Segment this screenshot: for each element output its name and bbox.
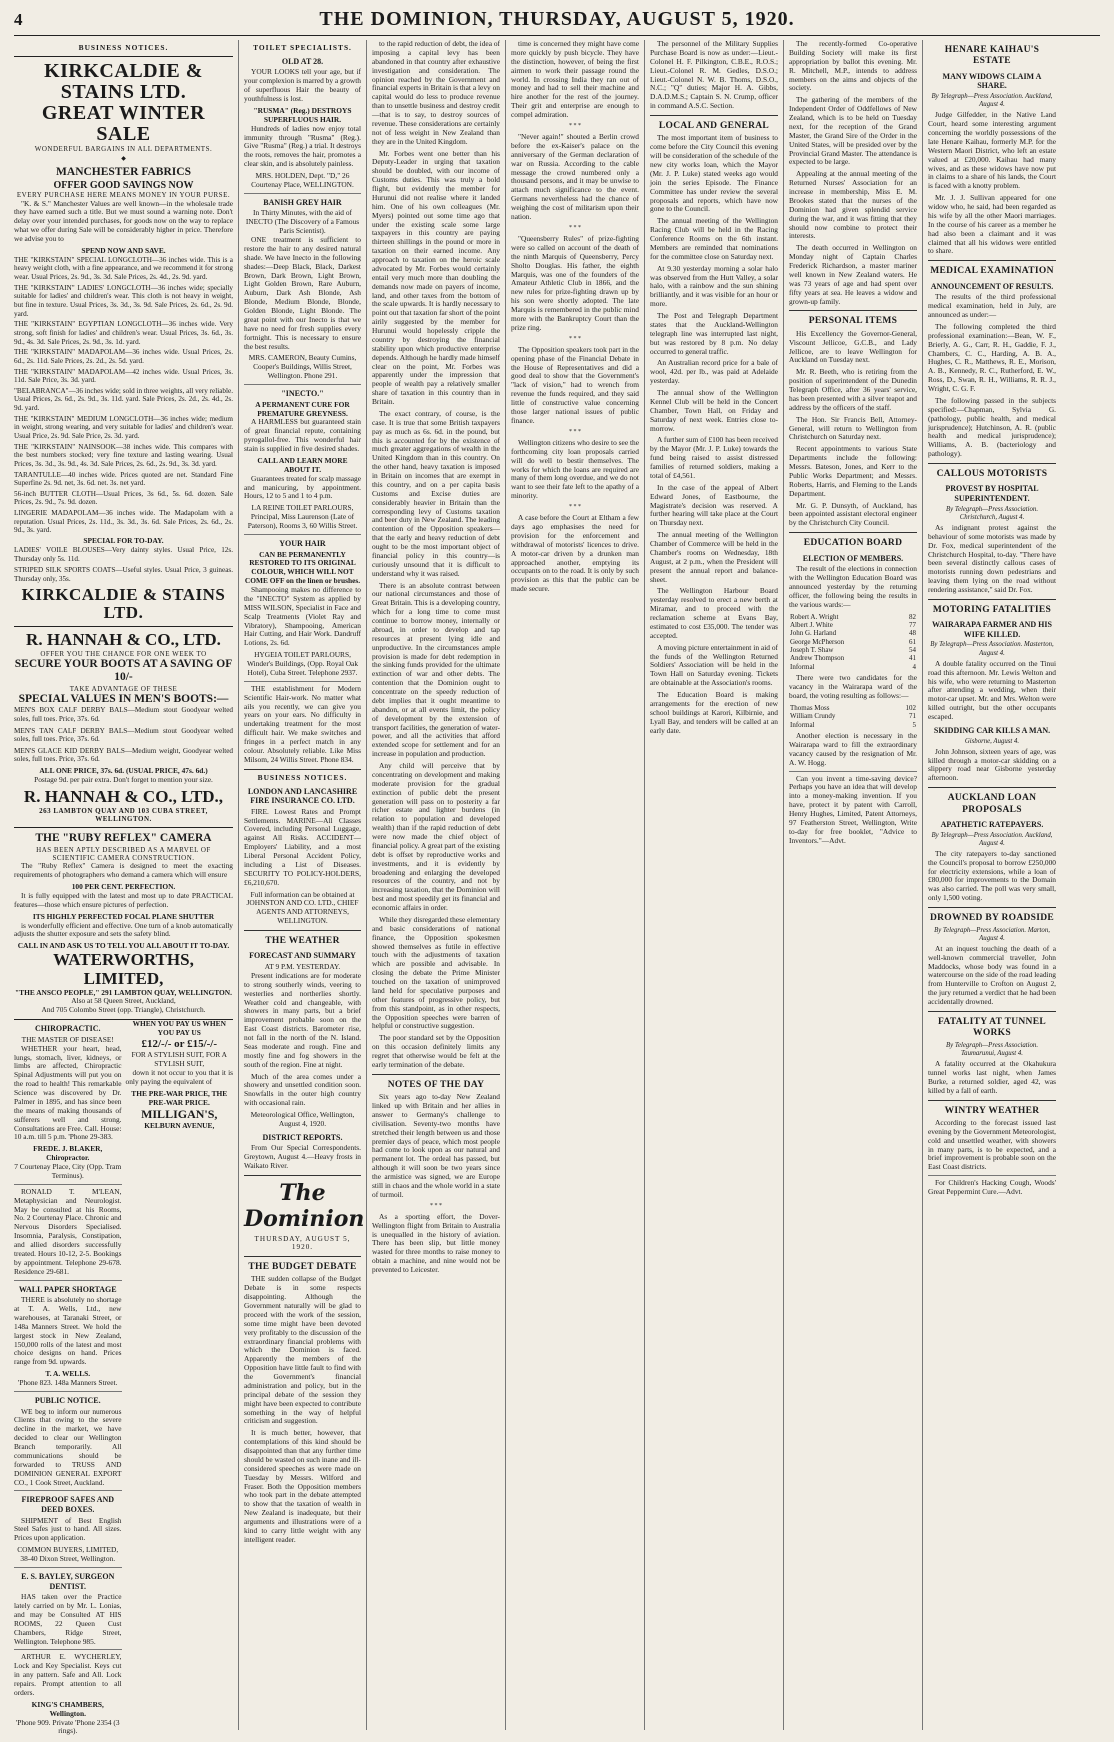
medical-para: The results of the third professional medical examination, held in July, are announced as under:— (928, 292, 1056, 320)
local-para: The annual show of the Wellington Kennel Club will be held in the Concert Chamber, Town Hall, on Friday and Saturday of next week. Entries close to-morrow. (650, 388, 778, 433)
hygeia-name: HYGEIA TOILET PARLOURS, Winder's Buildings, (Opp. Royal Oak Hotel), Cuba Street. Telephone 2937. (246, 650, 359, 677)
local-para: The Post and Telegraph Department states that the Auckland-Wellington telegraph line was interrupted last night, but was restored by 8 p.m. No delay occurred to general traffic. (650, 311, 778, 356)
intro-text: "K. & S." Manchester Values are well known—in the wholesale trade they have earned such a title. But we must sound a warning note. Don't delay over your intended purchases, for goods now on the way to replace what we offer during Sale will be considerably higher in price. Therefore we advise you to (14, 198, 233, 244)
auckland-byline: By Telegraph—Press Association. Auckland, August 4. (931, 831, 1053, 847)
ansco-also: Also at 58 Queen Street, Auckland, (71, 996, 176, 1006)
spend-now: SPEND NOW AND SAVE. (81, 245, 166, 255)
local-para: A moving picture entertainment in aid of the funds of the Wellington Returned Soldiers' Association will be held in the Town Hall on Saturday evening. Tickets are obtainable at the Association's rooms. (650, 642, 778, 688)
local-para: An Australian record price for a bale of wool, 42d. per lb., was paid at Adelaide yesterday. (650, 358, 778, 386)
fatalities-sub: WAIRARAPA FARMER AND HIS WIFE KILLED. (932, 620, 1052, 639)
election-heading: ELECTION OF MEMBERS. (802, 553, 904, 563)
chiropractic-subheading: THE MASTER OF DISEASE! (21, 1034, 114, 1044)
notes-para: "Queensberry Rules" of prize-fighting were so called on account of the death of the ninth Marquis of Queensberry, Percy Sholto Douglas. His father, the eighth Marquis, was one of the founders of the Amateur Athletic Club in 1866, and the new rules for prize-fighting drawn up by his son were shortly adopted. The late Marquis is remembered in the public mind more with the Bankruptcy Court than the prize ring. (511, 234, 639, 332)
personal-para: Mr. R. Beeth, who is retiring from the position of superintendent of the Dunedin Telegraph Office, after 36 years' service, has been presented with a silver teapot and address by the officers of the staff. (789, 367, 917, 412)
your-hair-heading: YOUR HAIR (279, 538, 326, 548)
hannah-secure: SECURE YOUR BOOTS AT A SAVING OF 10/- (14, 658, 233, 684)
vote-count: 71 (909, 712, 916, 721)
table-row (789, 712, 917, 720)
vote-count: 41 (909, 654, 916, 663)
your-hair-sub: CAN BE PERMANENTLY RESTORED TO ITS ORIGINAL COLOUR, WHICH WILL NOT COME OFF on the linen or brushes. (244, 549, 361, 586)
waterworths-title: WATERWORTHS, LIMITED, (53, 950, 194, 988)
drowned-body: At an inquest touching the death of a well-known commercial traveller, John Maddocks, whose body was found in a watercourse on the side of the road leading from Hunterville to Crofton on August 2, the jury returned a verdict that he had been accidentally drowned. (928, 943, 1056, 1007)
table-row (789, 663, 917, 671)
editorial-para: to the rapid reduction of debt, the idea of imposing a capital levy has been abandoned in that country after exhaustive investigation and consideration. The opinion reached by the Government and financial experts in Britain is that a levy on capital would do less to produce revenue than to unsettle business and destroy credit—that is to say, to destroy sources of revenue. These considerations are certainly not of less weight in New Zealand than they are in the United Kingdom. (372, 39, 500, 146)
list-item: THE "KIRKSTAIN" EGYPTIAN LONGCLOTH—36 inches wide. Very strong, soft finish for ladies' and children's wear. Usual Prices, 3s. 6d., 3s. 9d., 4s. 3d. Sale Prices, 2s. 9d., 3s. 1d. yard. (14, 320, 233, 346)
table-row (789, 704, 917, 712)
auckland-body: The city ratepayers to-day sanctioned the Council's proposal to borrow £250,000 for electricity extensions, while a loan of £80,000 for improvements to the Domain was also carried. The poll was very small, only 1,500 voting. (928, 848, 1056, 903)
offer-heading: OFFER GOOD SAVINGS NOW (53, 179, 194, 191)
forecast-heading: FORECAST AND SUMMARY (249, 951, 356, 961)
ruby-percent: 100 PER CENT. PERFECTION. (71, 882, 176, 892)
hannah-offer: OFFER YOU THE CHANCE FOR ONE WEEK TO (40, 649, 207, 658)
fatalities-byline: By Telegraph—Press Association. Masterton, August 4. (930, 641, 1054, 657)
vote-count: 48 (909, 629, 916, 638)
kirkcaldie-ad: KIRKCALDIE & STAINS LTD. GREAT WINTER SALE WONDERFUL BARGAINS IN ALL DEPARTMENTS. ◆ MANCHESTER FABRICS OFFER GOOD SAVINGS NOW EVERY PURCHASE HERE MEANS MONEY IN YOUR PURSE. "K. & S." Manchester Values are well known—in the wholesale trade they have earned such a title. But we must sound a warning note. Don't delay over your intended purchases, for goods now on the way to replace what we offer during Sale will be considerably higher in price. Therefore we advise you to SPEND NOW AND SAVE. THE "KIRKSTAIN" SPECIAL LONGCLOTH—36 inches wide. This is a heavy weight cloth, with a fine appearance, and we recommend it for strong wear. Usual Prices, 2s. 9d., 3s. 3d. Sale Prices, 2s. 4d., 2s. 9d. yard. THE "KIRKSTAIN" LADIES' LONGCLOTH—36 inches wide; specially suitable for ladies' and children's wear. This cloth is not heavy in weight, but fine in texture. Usual Prices, 3s. 3d., 3s. 9d. Sale Prices, 2s. 6d., 2s. 9d. yard. THE "KIRKSTAIN" EGYPTIAN LONGCLOTH—36 inches wide. Very strong, soft finish for ladies' and children's wear. Usual Prices, 3s. 6d., 3s. 9d., 4s. 3d. Sale Prices, 2s. 9d., 3s. 1d. yard. THE "KIRKSTAIN" MADAPOLAM—36 inches wide. Usual Prices, 2s. 6d., 2s. 11d. Sale Prices, 2s. 2d., 2s. 5d. yard. THE "KIRKSTAIN" MADAPOLAM—42 inches wide. Usual Prices, 3s. 11d. Sale Price, 3s. 3d. yard. "BELABRANCA"—36 inches wide; sold in three weights, all very reliable. Usual Prices, 2s. 6d., 2s. 9d., 3s. 11d. yard. Sale Prices, 2s. 2d., 2s. 4d., 2s. 9d. yard. THE "KIRKSTAIN" MEDIUM LONGCLOTH—36 inches wide; medium in weight, strong wearing, and very suitable for ladies' and children's wear. Usual Price, 2s. 9d. Sale Price, 2s. 3d. yard. THE "KIRKSTAIN" NAINSOOK—38 inches wide. This compares with the best numbers stocked; very fine texture and lasting wearing. Usual Prices, 3s. 3d., 3s. 9d., 4s. 3d. Sale Prices, 2s. 6d., 2s. 9d., 3s. 3d. yard. TARANTULLE—40 inches wide. Prices quoted are net. Standard Fine Superfine 2s. 9d. net, 3s. 6d. net. 3s. net yard. 56-inch BUTTER CLOTH—Usual Prices, 3s 6d., 5s. 6d. dozen. Sale Prices, 2s. 9d., 7s. 9d. dozen. LINGERIE MADAPOLAM—36 inches wide. The Madapolam with a reputation. Usual Prices, 2s. 11d., 3s. 3d., 3s. 6d. Sale Prices, 2s. 6d., 2s. 9d., 3s. yard. SPECIAL FOR TO-DAY. LADIES' VOILE BLOUSES—Very dainty styles. Usual Price, 12s. Thursday only 5s. 11d. STRIPED SILK SPORTS COATS—Useful styles. Usual Price, 3 guineas. Thursday only, 35s. KIRKCALDIE & STAINS LTD. (14, 56, 233, 627)
local-para: A further sum of £100 has been received by the Mayor (Mr. J. P. Luke) towards the fund being raised to assist distressed families of returned soldiers, making a total of £4,561. (650, 435, 778, 480)
medical-para: The following passed in the subjects specified:—Chapman, Sylvia G. (pathology, public health, and medical jurisprudence); Hutchinson, A. R. (public health and medical jurisprudence); Williams, A. B. (bacteriology and pathology). (928, 395, 1056, 459)
ruby-body-3: is wonderfully efficient and effective. One turn of a knob automatically adjusts the shutter exposure and sets the safety blind. (14, 920, 233, 939)
tunnel-byline: By Telegraph—Press Association. Taumarunui, August 4. (945, 1041, 1039, 1057)
old-body: YOUR LOOKS tell your age, but if your complexion is marred by a growth of superfluous Hair the beauty of youthfulness is lost. (244, 67, 361, 104)
chiropractic-body: WHETHER your heart, head, lungs, stomach, liver, kidneys, or limbs are affected, Chiropractic Spinal Adjustments will put you on the road to health! This remarkable Science was discovered by Dr. Palmer in 1895, and has since been the means of making thousands of sufferers well and strong. Consultations are Free. Call. House: 10 a.m. till 5 p.m. 'Phone 29-383. (14, 1043, 122, 1142)
london-address: Full information can be obtained at JOHNSTON AND CO. LTD., CHIEF AGENTS AND ATTORNEYS, WELLINGTON. (246, 889, 359, 926)
banish-body: ONE treatment is sufficient to restore the hair to any desired natural shade. We have Inecto in the following shades:—Deep Black, Black, Darkest Brown, Dark Brown, Light Brown, Light Golden Brown, Rare Auburn, Auburn, Dark Ash Blonde, Ash Blonde, Medium Blonde, Blonde, Golden Blonde, Light Blonde. The great point with our Inecto is that we have no need for fresh supplies every fortnight. This is necessary to ensure the best results. (244, 235, 361, 351)
fatalities-heading: MOTORING FATALITIES (932, 604, 1052, 615)
patent-ad: Can you invent a time-saving device? Perhaps you have an idea that will develop into a money-making invention. If you have, protect it by patent with Carroll, Henry Hughes, Limited, Patent Attorneys, 97 Featherston Street, Wellington, Write to-day for free booklet, "Advice to Inventors."—Advt. (789, 773, 917, 845)
auckland-sub: APATHETIC RATEPAYERS. (940, 819, 1044, 829)
fatalities-body: A double fatality occurred on the Tinui road this afternoon. Mr. Lewis Welton and his wife, who were returning to Masterton after attending a wedding, when their motor-car upset. Mr. and Mrs. Welton were killed outright, but the other occupants escaped. (928, 658, 1056, 722)
notes-para: A case before the Court at Eltham a few days ago emphasises the need for provision for the enforcement and withdrawal of motorists' licences to drive. A motor-car driven by a drunken man approached another, emptying its occupants on to the road. It is only by such provision as this that the public can be made secure. (511, 513, 639, 594)
chiropractic-name: FREDE. J. BLAKER, Chiropractor. (33, 1144, 103, 1163)
list-item: THE "KIRKSTAIN" MEDIUM LONGCLOTH—36 inches wide; medium in weight, strong wearing, and very suitable for ladies' and children's wear. Usual Price, 2s. 9d. Sale Price, 2s. 3d. yard. (14, 414, 233, 440)
callous-byline: By Telegraph—Press Association. Christchurch, August 4. (945, 505, 1039, 521)
rusma-body: Hundreds of ladies now enjoy total immunity through "Rusma" (Reg.). Give "Rusma" (Reg.) a trial. It destroys the roots, removes the hair, promotes a clear skin, and is absolutely painless. (244, 123, 361, 169)
milligans-style: FOR A STYLISH SUIT, FOR A STYLISH SUIT, (131, 1050, 228, 1069)
vote-count: 54 (909, 646, 916, 655)
table-row (789, 638, 917, 646)
salon-name: LA REINE TOILET PARLOURS, Principal, Miss Laurenson (Late of Paterson), Rooms 3, 60 Willis Street. (247, 503, 358, 531)
wells-name: T. A. WELLS. (45, 1369, 91, 1379)
editorial-para: There is an absolute contrast between our national circumstances and those of Great Britain. This is a developing country, which for a long time to come must continue to borrow money, internally or abroad, in order to develop and tap resources at present lying idle and unproductive. In the circumstances ample provision is made for debt redemption in the sinking funds provided for the ultimate extinction of war and other debts. The contention that the Dominion ought to concentrate on the speedy reduction of debt implies that it ought meantime to abandon, or at all events limit, the policy of development by the extension of transport facilities, the generation of water-power, and all the activities that afford extended scope for settlement and for an increase in population and production. (372, 580, 500, 759)
candidate-name: Informal (790, 662, 815, 671)
list-item: TARANTULLE—40 inches wide. Prices quoted are net. Standard Fine Superfine 2s. 9d. net, 3s. 6d. net. 3s. net yard. (14, 470, 233, 488)
drowned-byline: By Telegraph—Press Association. Marton, August 4. (934, 926, 1050, 942)
rusma-name: MRS. HOLDEN, Dept. "D," 26 Courtenay Place, WELLINGTON. (251, 171, 354, 189)
estate-byline: By Telegraph—Press Association. Auckland, August 4. (931, 92, 1053, 109)
drowned-heading: DROWNED BY ROADSIDE (929, 913, 1055, 924)
small-ads (14, 1020, 233, 1736)
table-row (789, 613, 917, 621)
medical-sub: ANNOUNCEMENT OF RESULTS. (930, 281, 1054, 291)
list-item: "BELABRANCA"—36 inches wide; sold in three weights, all very reliable. Usual Prices, 2s. 6d., 2s. 9d., 3s. 11d. yard. Sale Prices, 2s. 2d., 2s. 4d., 2s. 9d. yard. (14, 386, 233, 413)
medical-para: The following completed the third professional examination:—Bean, W. F., Brierly, A. G., Carr, R. H., Gaddie, F. J., Chambers, C. C., Harding, A. B. A., Hughes, C. R., Matthews, R. E., Morison, A. B., Kennedy, R. C., Rutherford, E. W., Ross, D., Swan, R. H., Williams, R. R. J., Wright, C. G. F. (928, 321, 1056, 394)
education-heading: EDUCATION BOARD (803, 538, 903, 549)
editorial-para: The exact contrary, of course, is the case. It is true that some British taxpayers pay as much as 6s. 6d. in the pound, but this is accounted for by the existence of much greater aggregations of wealth in the United Kingdom than in this country. On the other hand, heavy taxation is imposed in Britain on incomes that are exempt in this country, and on a per capita basis Customs and Excise duties are considerably heavier in Britain than the corresponding levy of Customs taxation and beer duty in New Zealand. The leading contention of the Opposition speakers—that the early and heavy reduction of debt ought to be the most important object of financial policy in this country—is curiously unsound that it is difficult to understand why it was raised. (372, 408, 500, 578)
personal-heading: PERSONAL ITEMS (808, 316, 898, 327)
public-notice-heading: PUBLIC NOTICE. (34, 1395, 101, 1405)
candidate-name: Informal (790, 720, 815, 729)
callous-body: As indignant protest against the behaviour of some motorists was made by Dr. Fox, medical superintendent of the Christchurch Hospital, to-day. "There have been several distinctly callous cases of motorists running down pedestrians and leaving them lying on the road without rendering assistance," said Dr. Fox. (928, 522, 1056, 595)
arthur-ad: ARTHUR E. WYCHERLEY, Lock and Key Specialist. Keys cut in any pattern. Safe and All. Lock repairs. Prompt attention to all orders. (14, 1652, 122, 1697)
section-heading: TOILET SPECIALISTS. (253, 43, 352, 52)
milligans-name: MILLIGAN'S, (141, 1107, 218, 1122)
budget-para: It is much better, however, that contemplations of this kind should be disappointed than that any further time should be wasted on such inane and ill-considered speeches as were made on Tuesday by Messrs. Wilford and Fraser. Both the Opposition members who took part in the debate attempted to show that the taxation of wealth in New Zealand is inadequate, but their arguments and illustrations were of a kind to carry little weight with any intelligent reader. (244, 1428, 361, 1544)
ansco-colombo: And 705 Colombo Street (opp. Triangle), Christchurch. (41, 1005, 206, 1015)
kirkcaldie-footer: KIRKCALDIE & STAINS LTD. (21, 585, 226, 623)
milligans-pay: WHEN YOU PAY US WHEN YOU PAY US (132, 1019, 226, 1038)
old-heading: OLD AT 28. (281, 56, 324, 66)
candidate-name: Joseph T. Shaw (790, 646, 834, 655)
estate-para: Judge Gilfedder, in the Native Land Court, heard some interesting argument concerning the worldly possessions of the late Henare Kaihau, formerly M.P. for the Western Maori District, who left an estate valued at £20,000. Kaihau had many wives, and as these widows have now put in claims to a share of his lands, the Court is faced with a knotty problem. (928, 110, 1056, 191)
newspaper-title: THE DOMINION, THURSDAY, AUGUST 5, 1920. (319, 8, 795, 30)
dominion-nameplate: The Dominion (244, 1180, 365, 1233)
list-item: THE "KIRKSTAIN" SPECIAL LONGCLOTH—36 inches wide. This is a heavy weight cloth, with a fine appearance, and we recommend it for strong wear. Usual Prices, 2s. 9d., 3s. 3d. Sale Prices, 2s. 4d., 2s. 9d. yard. (14, 255, 233, 282)
sale-tagline: WONDERFUL BARGAINS IN ALL DEPARTMENTS. (34, 144, 213, 153)
table-row (789, 646, 917, 654)
kings-chambers: KING'S CHAMBERS, Wellington. (31, 1699, 104, 1718)
notes-para: "Never again!" shouted a Berlin crowd before the ex-Kaiser's palace on the anniversary of the German declaration of war on Russia. According to the cable message the crowd numbered only a thousand persons, and it may be unwise to attach much significance to the event. Germans nevertheless had the chance of weighing the cost of militarism upon their nation. (511, 132, 639, 221)
election-body: The result of the elections in connection with the Wellington Education Board was announced yesterday by the returning officer, the following being the results in the various wards:— (789, 564, 917, 609)
page-number: 4 (14, 9, 23, 29)
personal-para: Recent appointments to various State Departments include the following: Messrs. Bateson, Jones, and Kerr to the Public Works Department; and Messrs. Roberts, Harris, and Fleming to the Lands Department. (789, 444, 917, 498)
notes-para: As a sporting effort, the Dover-Wellington flight from Britain to Australia is unequalled in the history of aviation. There has been slip, but little money wasted for three months to raise money to obtain a machine, and nine would not be prevented to Leicester. (372, 1211, 500, 1275)
callous-heading: CALLOUS MOTORISTS (936, 469, 1048, 480)
column-local-general (644, 40, 783, 1730)
callous-sub: PROVEST BY HOSPITAL SUPERINTENDENT. (945, 484, 1039, 503)
local-para: The annual meeting of the Wellington Racing Club will be held in the Racing Conference Rooms on the 6th instant. Members are reminded that nominations for the committee close on Saturday next. (650, 216, 778, 261)
candidate-name: George McPherson (790, 637, 845, 646)
notes-heading: NOTES OF THE DAY (387, 1079, 485, 1090)
wintry-body: According to the forecast issued last evening by the Government Meteorologist, cold and unsettled weather, with showers in many parts, is to be expected, and a brief improvement is probable soon on the East Coast districts. (928, 1117, 1056, 1172)
weather-more: Much of the area comes under a showery and unsettled condition soon. Snowfalls in the outer high country with occasional rain. (244, 1071, 361, 1108)
weather-time: AT 9 P.M. YESTERDAY. (264, 962, 341, 972)
milligans-price: £12/-/- or £15/-/- (141, 1037, 218, 1050)
editorial-para: The poor standard set by the Opposition on this occasion definitely limits any regret that otherwise would be felt at the early termination of the debate. (372, 1033, 500, 1069)
column-advertisements (14, 40, 238, 1736)
estate-heading: HENARE KAIHAU'S ESTATE (944, 45, 1040, 67)
masthead (14, 8, 1100, 36)
notes-para: Six years ago to-day New Zealand linked up with Britain and her allies in answer to Germany's challenge to civilisation. Seventy-two months have stretched their length between us and those premier days of peace, which most people had come to look upon as our natural and permanent lot. The ordeal has passed, but although it will soon be two years since the armistice was signed, we are Europe still in chaos and the whole world in a state of turmoil. (372, 1092, 500, 1199)
list-item: 56-inch BUTTER CLOTH—Usual Prices, 3s 6d., 5s. 6d. dozen. Sale Prices, 2s. 9d., 7s. 9d. dozen. (14, 489, 233, 507)
weather-heading: THE WEATHER (265, 936, 340, 947)
inecto-sub: A PERMANENT CURE FOR PREMATURE GREYNESS. (255, 399, 350, 418)
vote-count: 77 (909, 620, 916, 629)
results-note: There were two candidates for the vacancy in the Wairarapa ward of the board, the voting resulting as follows:— (789, 673, 917, 700)
hannah-advance: TAKE ADVANTAGE OF THESE (69, 684, 178, 693)
public-notice-body: WE beg to inform our numerous Clients that owing to the severe decline in the market, we have decided to clear our Wellington Branch temporarily. All communications should be forwarded to TRUSS AND DOMINION GENERAL EXPORT CO., 1 Cook Street, Auckland. (14, 1406, 122, 1487)
vote-count: 61 (909, 637, 916, 646)
columns (14, 39, 1100, 1736)
personal-para: His Excellency the Governor-General, Viscount Jellicoe, G.C.B., and Lady Jellicoe, are to leave Wellington for Auckland on Tuesday next. (789, 328, 917, 365)
column-notes: time is concerned they might have come more quickly by push bicycle. They have the distinction, however, of being the first airmen to work their passage round the world. In crossing India they ran out of money and had to sell their machine and hire another for the rest of the journey. Their grit and enterprise are enough to compel admiration. * * * "Never again!" shouted a Berlin crowd before the ex-Kaiser's palace on the anniversary of the German declaration of war on Russia. According to the cable message the crowd numbered only a thousand persons, and it may be unwise to attach much significance to the event. Germans nevertheless had the chance of weighing the cost of militarism upon their nation. * * * "Queensberry Rules" of prize-fighting were so called on account of the death of the ninth Marquis of Queensberry, Percy Sholto Douglas. His father, the eighth Marquis, was one of the founders of the Amateur Athletic Club in 1866, and the new rules for prize-fighting drawn up by his son were shortly adopted. The late Marquis is remembered in the public mind more with the Bankruptcy Court than the prize ring. * * * The Opposition speakers took part in the opening phase of the Financial Debate in the House of Representatives and did a good deal to show that the Government's "lack of vision," had to wrench from revenue the funds required, and they said little of constructive value concerning those larger national issues of public finance. * * * Wellington citizens who desire to see the forthcoming city loan proposals carried will do well to bestir themselves. The works for which the loans are required are many of them long overdue, and we do not want to see their fate left to the apathy of a minority. * * * A case before the Court at Eltham a few days ago emphasises the need for provision for the enforcement and withdrawal of motorists' licences to drive. A motor-car driven by a drunken man approached another, emptying its occupants on to the road. It is only by such provision as this that the public can be made secure. (505, 40, 644, 1730)
table-row (789, 721, 917, 729)
personal-para: Mr. G. P. Dunsyth, of Auckland, has been appointed assistant electoral engineer by the Christchurch City Council. (789, 500, 917, 528)
candidate-name: Robert A. Wright (790, 612, 839, 621)
all-one-price: ALL ONE PRICE, 37s. 6d. (USUAL PRICE, 47s. 6d.) (39, 766, 208, 776)
postage-note: Postage 9d. per pair extra. Don't forget to mention your size. (34, 775, 213, 784)
local-para: At 9.30 yesterday morning a solar halo was observed from the Hutt Valley, a solar halo, with a rainbow and the sun shining brilliantly, and it was visible for an hour or more. (650, 263, 778, 309)
inecto-body: A HARMLESS but guaranteed stain of great financial repute, containing pyrogallol-free. This wonderful hair stain is supplied in five desired shades. (244, 417, 361, 454)
wallpaper-body: THERE is absolutely no shortage at T. A. Wells, Ltd., new warehouses, at Taranaki Street, or 148a Manners Street. We hold the largest stock in New Zealand, 150,000 rolls of the latest and most choice designs on hand. Prices range from 9d. upwards. (14, 1295, 122, 1367)
budget-para: THE sudden collapse of the Budget Debate is in some respects disappointing. Although the Government naturally will be glad to proceed with the work of the session, some time might have been devoted very profitably to the discussion of the extraordinary financial problems with which the Dominion is faced. Apparently the members of the Opposition have little fault to find with the Government's financial administration and policy, but in the principal debate of the session they might have been expected to contribute something in the way of helpful criticism and suggestion. (244, 1274, 361, 1426)
banish-heading: BANISH GREY HAIR (263, 197, 342, 207)
election-tail: Another election is necessary in the Wairarapa ward to fill the extraordinary vacancy caused by the resignation of Mr. A. W. Hogg. (789, 731, 917, 767)
list-item: THE "KIRKSTAIN" NAINSOOK—38 inches wide. This compares with the best numbers stocked; very fine texture and lasting wearing. Usual Prices, 3s. 3d., 3s. 9d., 4s. 3d. Sale Prices, 2s. 6d., 2s. 9d., 3s. 3d. yard. (14, 442, 233, 468)
tunnel-body: A fatality occurred at the Okahukura tunnel works last night, when James Burke, a returned soldier, aged 42, was killed by a fall of earth. (928, 1059, 1056, 1095)
section-heading: BUSINESS NOTICES. (78, 43, 169, 52)
fireproof-body: SHIPMENT of Best English Steel Safes just to hand. All sizes. Prices upon application. (14, 1515, 122, 1543)
estate-para: Mr. J. J. Sullivan appeared for one widow who, he said, had been regarded as his wife by all the other Maori marriages. In the course of his career as a member he had also been a claimant and it was claimed that all his widows were entitled to share. (928, 193, 1056, 256)
list-item: STRIPED SILK SPORTS COATS—Useful styles. Usual Price, 3 guineas. Thursday only, 35s. (14, 566, 233, 583)
list-item: THE "KIRKSTAIN" MADAPOLAM—36 inches wide. Usual Prices, 2s. 6d., 2s. 11d. Sale Prices, 2s. 2d., 2s. 5d. yard. (14, 348, 233, 365)
local-para: In the case of the appeal of Albert Edward Jones, of Eastbourne, the Magistrate's decision was reserved. A further hearing will take place at the Court on Thursday next. (650, 482, 778, 528)
candidate-name: Thomas Moss (790, 703, 830, 712)
ruby-reflex-ad (14, 828, 233, 1020)
editorial-para: Mr. Forbes went one better than his Deputy-Leader in urging that taxation should be doubled, with our income of Customs duties. This was truly a bold flight, but evidently the member for Hurunui did not realise where it landed him. One of his own colleagues (Mr. Myers) pointed out some time ago that under the existing scale some large taxpayers in this country are paying thirteen shillings in the pound or more in taxation on their earned income. Any approach to taxation on the heroic scale advocated by Mr. Forbes would certainly entail very much more than doubling the demands now made on payers of income, land, and other taxes from the bottom of the scale upwards. It is hardly necessary to point out that taxation far short of the point airily suggested by the member for Hurunui would hopelessly cripple the country by destroying the financial stability upon which productive enterprise depends. Although he hardly made himself clear on the point, Mr. Forbes was apparently under the impression that people of wealth pay a relatively smaller share of taxation in this country than in Britain. (372, 148, 500, 406)
military-board: The personnel of the Military Supplies Purchase Board is now as under:—Lieut.-Colonel H. F. Pilkington, C.B.E., R.O.S.; Lieut.-Colonel R. M. Gedles, D.S.O.; Lieut.-Colonel N. W. B. Thoms, D.S.O., N.C.; "Q" duties; Major H. A. Gibbs, D.A.D.M.S.; Captain S. N. Crump, officer in command A.S.C. Section. (650, 39, 778, 111)
inecto-heading: "INECTO." (281, 389, 324, 399)
ruby-body: The "Ruby Reflex" Camera is designed to meet the exacting requirements of photographers who demand a camera which will ensure (14, 861, 233, 880)
list-item: THE "KIRKSTAIN" LADIES' LONGCLOTH—36 inches wide; specially suitable for ladies' and children's wear. This cloth is not heavy in weight, but fine in texture. Usual Prices, 3s. 3d., 3s. 9d. Sale Prices, 2s. 6d., 2s. 9d. yard. (14, 283, 233, 318)
kirkcaldie-title: KIRKCALDIE & STAINS LTD. (44, 59, 203, 103)
vote-count: 102 (905, 703, 916, 712)
your-hair-body: Shampooing makes no difference to the "INECTO" System as applied by MISS WILSON, Specialist in Face and Scalp Treatments (Violet Ray and Vibratory), Shampooing, American Hair Cutting, and Hair Work. Dandruff Lotions, 2s. 6d. (244, 585, 361, 648)
every-purchase: EVERY PURCHASE HERE MEANS MONEY IN YOUR PURSE. (16, 191, 231, 200)
hannah-address: 263 LAMBTON QUAY AND 103 CUBA STREET, WELLINGTON. (39, 806, 208, 823)
candidate-name: William Crundy (790, 712, 836, 721)
chiropractic-heading: CHIROPRACTIC. (34, 1024, 101, 1034)
column-telegrams (922, 40, 1061, 1730)
building-society: The recently-formed Co-operative Building Society will make its first appropriation by ballot this evening. Mr. R. Mitchell, M.P., intends to address members on the aims and objects of the society. (789, 39, 917, 93)
list-item: MEN'S TAN CALF DERBY BALS—Medium stout Goodyear welted soles, full toes. Price, 37s. 6d. (14, 726, 233, 744)
wintry-heading: WINTRY WEATHER (944, 1105, 1040, 1116)
local-para: The Education Board is making arrangements for the erection of new school buildings at Karori, Kilbirnie, and Lyall Bay, and tenders will be called at an early date. (650, 690, 778, 735)
general-para: The gathering of the members of the Independent Order of Oddfellows of New Zealand, which is to be held on Tuesday next, for the reception of the Grand Master, the Grand Sire of the Order in the United States, will be presided over by the Provincial Grand Master. The attendance is expected to be large. (789, 95, 917, 167)
manchester-heading: MANCHESTER FABRICS (56, 166, 191, 179)
column-editorial: to the rapid reduction of debt, the idea of imposing a capital levy has been abandoned in that country after exhaustive investigation and consideration. The opinion reached by the Government and financial experts in Britain is that a levy on capital would do less to produce revenue than to unsettle business and destroy credit—that is to say, to destroy sources of revenue. These considerations are certainly not of less weight in New Zealand than they are in the United Kingdom. Mr. Forbes went one better than his Deputy-Leader in urging that taxation should be doubled, with our income of Customs duties. This was truly a bold flight, but evidently the member for Hurunui did not realise where it landed him. One of his own colleagues (Mr. Myers) pointed out some time ago that under the existing scale some large taxpayers in this country are paying thirteen shillings in the pound or more in taxation on their earned income. Any approach to taxation on the heroic scale advocated by Mr. Forbes would certainly entail very much more than doubling the demands now made on payers of income, land, and other taxes from the bottom of the scale upwards. It is hardly necessary to point out that taxation far short of the point airily suggested by the member for Hurunui would hopelessly cripple the country by destroying the financial stability upon which productive enterprise depends. Although he hardly made himself clear on the point, Mr. Forbes was apparently under the impression that people of wealth pay a relatively smaller share of taxation in this country than in Britain. The exact contrary, of course, is the case. It is true that some British taxpayers pay as much as 6s. 6d. in the pound, but this is accounted for by the existence of much greater aggregations of wealth in the United Kingdom than in this country. On the other hand, heavy taxation is imposed in Britain on incomes that are exempt in this country, and on a per capita basis Customs and Excise duties are considerably heavier in Britain than the corresponding levy of Customs taxation and beer duty in New Zealand. The leading contention of the Opposition speakers—that the early and heavy reduction of debt ought to be the most important object of financial policy in this country—is curiously unsound that it is difficult to understand why it was raised. There is an absolute contrast between our national circumstances and those of Great Britain. This is a developing country, which for a long time to come must continue to borrow money, internally or abroad, in order to develop and tap resources at present lying idle and unproductive. In the circumstances ample provision is made for debt redemption in the sinking funds provided for the ultimate extinction of war and other debts. The contention that the Dominion ought to concentrate on the speedy reduction of debt implies that it ought meantime to abandon, or at all events limit, the policy of development by the extension of transport facilities, the generation of water-power, and all the activities that afford extended scope for settlement and for an increase in population and production. Any child will perceive that by concentrating on development and making moderate provision for the gradual extinction of public debt the present generation will pass on to posterity a far richer estate and lighter burdens (in relation to population and developed wealth) than if the rapid reduction of debt were now made the chief object of financial policy. A great part of the existing debt is offset by reproductive works and investments, and it is evidently by broadening and enlarging the developed resources of the country, and not by increasing taxation, that the Dominion will best and most speedily get its financial and economic affairs in order. While they disregarded these elementary and basic considerations of national finance, the Opposition spokesmen showed themselves as futile in effective touch with the adjustments of taxation which are possible and advisable. In closing the debate the Prime Minister touched on the taxation of unimproved land held for speculative purposes and other features of progressive policy, but from this standpoint, as in other respects, the Opposition speeches were barren of helpful or constructive suggestion. The poor standard set by the Opposition on this occasion definitely limits any regret that otherwise would be felt at the early termination of the debate. NOTES OF THE DAY Six years ago to-day New Zealand linked up with Britain and her allies in answer to Germany's challenge to civilisation. Seventy-two months have stretched their length between us and those premier days of peace, which most people had come to look upon as our natural and permanent lot. The ordeal has passed, but although it will soon be two years since the armistice was signed, we are Europe still in chaos and the whole world in a state of turmoil. * * * As a sporting effort, the Dover-Wellington flight from Britain to Australia is unequalled in the history of aviation. There has been slip, but little money wasted for three months to raise money to obtain a machine, and nine would not be prevented to Leicester. (366, 40, 505, 1730)
district-sub: From Our Special Correspondents. Greytown, August 4.—Heavy frosts in Waikato River. (244, 1143, 361, 1171)
rusma-heading: "RUSMA" (Reg.) DESTROYS SUPERFLUOUS HAIR. (253, 105, 352, 124)
medical-heading: MEDICAL EXAMINATION (930, 266, 1054, 277)
ruby-subtitle: HAS BEEN APTLY DESCRIBED AS A MARVEL OF SCIENTIFIC CAMERA CONSTRUCTION. (36, 845, 211, 862)
auckland-heading: AUCKLAND LOAN PROPOSALS (947, 793, 1037, 815)
fabric-list (14, 256, 233, 535)
personal-para: The Hon. Sir Francis Bell, Attorney-General, will return to Wellington from Christchurch on Saturday next. (789, 414, 917, 442)
list-item: MEN'S BOX CALF DERBY BALS—Medium stout Goodyear welted soles, full toes. Price, 37s. 6d. (14, 706, 233, 723)
local-para: The annual meeting of the Wellington Chamber of Commerce will be held in the Chamber's rooms on Wednesday, 18th August, at 2 p.m., when the President will present the annual report and balance-sheet. (650, 530, 778, 584)
london-heading: LONDON AND LANCASHIRE FIRE INSURANCE CO. LTD. (247, 786, 358, 806)
general-para: The death occurred in Wellington on Monday night of Captain Charles Frederick Richardson, a master mariner well known in New Zealand waters. He was 73 years of age and had spent over fifty years at sea. He leaves a widow and grown-up family. (789, 243, 917, 306)
banish-name: MRS. CAMERON, Beauty Cumins, Cooper's Buildings, Willis Street, Wellington. Phone 291. (248, 353, 357, 381)
bayley-body: HAS taken over the Practice lately carried on by Mr. L. Lonias, and may be Consulted AT HIS ROOMS, 22 Queen Cust Chambers, Ridge Street, Wellington. Telephone 985. (14, 1592, 122, 1646)
meteorological-office: Meteorological Office, Wellington, August 4, 1920. (250, 1110, 355, 1128)
table-row (789, 654, 917, 662)
banish-sub: In Thirty Minutes, with the aid of INECTO (The Discovery of a Famous Paris Scientist). (245, 208, 360, 236)
list-item: THE "KIRKSTAIN" MADAPOLAM—42 inches wide. Usual Prices, 3s. 11d. Sale Price, 3s. 3d. yard. (14, 367, 233, 385)
wells-address: 'Phone 823. 148a Manners Street. (18, 1378, 118, 1388)
skidding-heading: SKIDDING CAR KILLS A MAN. (933, 725, 1051, 735)
candidate-name: Albert J. White (790, 620, 833, 629)
business-heading: BUSINESS NOTICES. (257, 772, 348, 782)
tunnel-heading: FATALITY AT TUNNEL WORKS (938, 1016, 1046, 1039)
fireproof-heading: FIREPROOF SAFES AND DEED BOXES. (21, 1495, 115, 1514)
candidate-name: John G. Harland (790, 629, 837, 638)
hannah-title: R. HANNAH & CO., LTD. (26, 630, 221, 650)
vote-count: 4 (912, 662, 916, 671)
election-results (789, 613, 917, 672)
candidate-name: Andrew Thompson (790, 654, 845, 663)
skidding-body: John Johnson, sixteen years of age, was killed through a motor-car skidding on a slippery road near Gisborne yesterday afternoon. (928, 746, 1056, 783)
kings-phone: 'Phone 909. Private 'Phone 2354 (3 rings). (15, 1717, 120, 1736)
milligans-prewar: THE PRE-WAR PRICE, THE PRE-WAR PRICE. (131, 1088, 228, 1107)
vote-count: 82 (909, 612, 916, 621)
table-row (789, 629, 917, 637)
milligans-note: down it not occur to you that it is only paying the equivalent of (125, 1067, 233, 1086)
list-item: LINGERIE MADAPOLAM—36 inches wide. The Madapolam with a reputation. Usual Prices, 2s. 11d., 3s. 3d., 3s. 6d. Sale Prices, 2s. 6d., 2s. 9d., 3s. yard. (14, 509, 233, 535)
election-results-2 (789, 704, 917, 729)
fireproof-company: COMMON BUYERS, LIMITED, 38-40 Dixon Street, Wellington. (17, 1545, 119, 1564)
dateline: THURSDAY, AUGUST 5, 1920. (254, 1234, 351, 1252)
wallpaper-heading: WALL PAPER SHORTAGE (18, 1284, 117, 1294)
ansco-people: "THE ANSCO PEOPLE," 291 LAMBTON QUAY, WELLINGTON. (15, 987, 232, 997)
ruby-call: CALL IN AND ASK US TO TELL YOU ALL ABOUT IT TO-DAY. (17, 941, 230, 951)
establishment-ad: THE establishment for Modern Scientific Hair-work. No matter what ails you recently, we can give you years on your ears. No difficulty in undertaking treatment for the most difficult hair. We make switches and fringes in a perfect match in any colour. Absolutely reliable. Like Miss Milsom, 24 Willis Street. Phone 834. (244, 683, 361, 764)
skidding-byline: Gisborne, August 4. (964, 737, 1020, 745)
vote-count: 5 (912, 720, 916, 729)
local-para: The Wellington Harbour Board yesterday resolved to erect a new berth at Miramar, and to proceed with the reclamation scheme at Evans Bay, estimated to cost £35,000. The tender was accepted. (650, 586, 778, 640)
call-body: Guarantees treated for scalp massage and manicuring, by appointment. Hours, 12 to 5 and 1 to 4 p.m. (244, 473, 361, 501)
table-row (789, 621, 917, 629)
hannah-title-2: R. HANNAH & CO., LTD., (23, 786, 224, 806)
list-item: MEN'S GLACE KID DERBY BALS—Medium weight, Goodyear welted soles, full toes. Price, 37s. 6d. (14, 746, 233, 764)
notes-para: time is concerned they might have come more quickly by push bicycle. They have the distinction, however, of being the first airmen to work their passage round the world. In crossing India they ran out of money and had to sell their machine and hire another for the rest of the journey. Their grit and enterprise are enough to compel admiration. (511, 39, 639, 119)
hannah-ad (14, 627, 233, 828)
call-heading: CALL AND LEARN MORE ABOUT IT. (257, 455, 348, 474)
ronald-ad: RONALD T. M'LEAN, Metaphysician and Neurologist. May be consulted at his Rooms, No. 2 Courtenay Place. Chronic and Nervous Disorders Specialised. Insomnia, Paralysis, Constipation, and allied disorders successfully treated. Hours 10-12, 2-5. Bookings by appointment. Telephone 29-678. Residence 29-681. (14, 1186, 122, 1276)
special-today: SPECIAL FOR TO-DAY. (83, 536, 164, 546)
ruby-shutter: ITS HIGHLY PERFECTED FOCAL PLANE SHUTTER (32, 911, 215, 921)
column-personal (783, 40, 922, 1730)
district-heading: DISTRICT REPORTS. (262, 1132, 343, 1142)
local-heading: LOCAL AND GENERAL (658, 121, 770, 131)
list-item: LADIES' VOILE BLOUSES—Very dainty styles. Usual Price, 12s. Thursday only 5s. 11d. (14, 545, 233, 563)
notes-para: Wellington citizens who desire to see the forthcoming city loan proposals carried will do well to bestir themselves. The works for which the loans are required are many of them long overdue, and we do not want to see their fate left to the apathy of a minority. (511, 437, 639, 501)
budget-heading: THE BUDGET DEBATE (248, 1262, 357, 1273)
editorial-para: While they disregarded these elementary and basic considerations of national finance, the Opposition spokesmen showed themselves as futile in effective touch with the adjustments of taxation which are possible and advisable. In closing the debate the Prime Minister touched on the taxation of unimproved land held for speculative purposes and other features of progressive policy, but from this standpoint, as in other respects, the Opposition speeches were barren of helpful or constructive suggestion. (372, 914, 500, 1031)
column-toilet-specialists (238, 40, 366, 1730)
ruby-body-2: It is fully equipped with the latest and most up to date PRACTICAL features—those which ensure pictures of perfection. (14, 890, 233, 909)
ruby-title: THE "RUBY REFLEX" CAMERA (35, 832, 212, 845)
weather-body: Present indications are for moderate to strong southerly winds, veering to westerlies and northerlies shortly. Weather cold and changeable, with showers in many parts, but a brief improvement probable soon on the East Coast districts. Barometer rise, not fall in the north of the N. Island. Seas moderate and rough. Fine and mostly fine and fog showers in the south of the region. Fine at night. (244, 970, 361, 1069)
hannah-special: SPECIAL VALUES IN MEN'S BOOTS:— (18, 693, 229, 706)
chiropractic-address: 7 Courtenay Place, City (Opp. Tram Terminus). (14, 1162, 122, 1180)
notes-para: The Opposition speakers took part in the opening phase of the Financial Debate in the House of Representatives and did a good deal to show that the Government's "lack of vision," had to wrench from revenue the funds required, and they said little of constructive value concerning those larger national issues of public finance. (511, 344, 639, 425)
london-body: FIRE. Lowest Rates and Prompt Settlements. MARINE—All Classes Covered, including Personal Luggage, against All Risks. ACCIDENT—Employers' Liability, and a most Liberal Personal Accident Policy, including a List of Diseases. SECURITY TO POLICY-HOLDERS, £6,210,670. (244, 806, 361, 887)
estate-sub: MANY WIDOWS CLAIM A SHARE. (942, 71, 1042, 91)
local-para: The most important item of business to come before the City Council this evening will be consideration of the schedule of the new city works loan, which the Mayor (Mr. J. P. Luke) stated weeks ago would join the series Episode. The Finance Committee has under review the several proposals and reports, which have now gone to the Council. (650, 133, 778, 214)
editorial-para: Any child will perceive that by concentrating on development and making moderate provision for the gradual extinction of public debt the present generation will pass on to posterity a far richer estate and lighter burdens (in relation to population and developed wealth) than if the rapid reduction of debt were now made the chief object of financial policy. A great part of the existing debt is offset by reproductive works and investments, and it is evidently by broadening and enlarging the developed resources of the country, and not by increasing taxation, that the Dominion will best and most speedily get its financial and economic affairs in order. (372, 761, 500, 912)
cough-ad: For Children's Hacking Cough, Woods' Great Peppermint Cure.—Advt. (928, 1178, 1056, 1197)
milligans-address: KELBURN AVENUE, (144, 1120, 215, 1130)
sale-title: GREAT WINTER SALE (41, 101, 206, 145)
general-para: Appealing at the annual meeting of the Returned Nurses' Association for an increase in membership, Miss E. M. Brookes stated that the nurses of the Dominion had given splendid service during the war, and it was fitting that they should now combine to protect their interests. (789, 169, 917, 241)
bayley-heading: E. S. BAYLEY, SURGEON DENTIST. (21, 1571, 115, 1591)
